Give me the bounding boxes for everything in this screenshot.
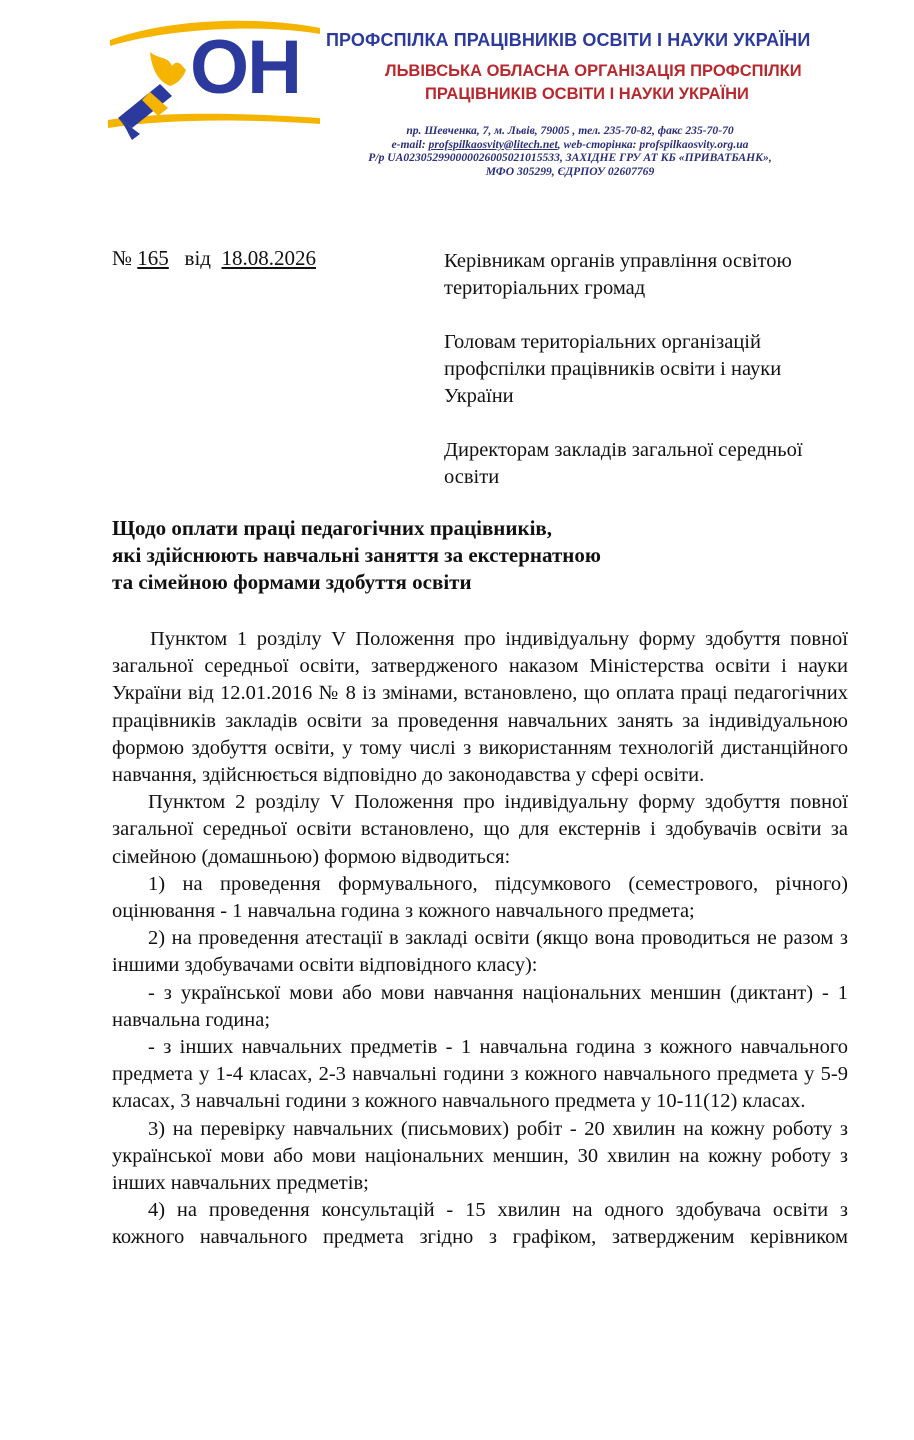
date-prefix: від — [184, 246, 211, 270]
codes-line: МФО 305299, ЄДРПОУ 02607769 — [485, 164, 655, 178]
recipients-block — [444, 248, 844, 518]
paragraph: 3) на перевірку навчальних (письмових) робіт - 20 хвилин на кожну роботу з української мови або мови національних меншин, 30 хвилин на кожну роботу з інших навчальних предметів; — [112, 1117, 848, 1195]
paragraph: 2) на проведення атестації в закладі освіти (якщо вона проводиться не разом з іншими здобувачами освіти відповідного класу): — [112, 927, 848, 977]
org-name-line1: ПРОФСПІЛКА ПРАЦІВНИКІВ ОСВІТИ І НАУКИ УКРАЇНИ — [326, 30, 811, 50]
contact-block — [340, 124, 800, 178]
subject-line: які здійснюють навчальні заняття за екстернатною — [112, 543, 601, 567]
paragraph: - з інших навчальних предметів - 1 навчальна година з кожного навчального предмета у 1-4 класах, 2-3 навчальні години з кожного навчального предмета у 5-9 класах, 3 навчальні години з кожного навчального предмета у 10-11(12) класах. — [112, 1036, 848, 1113]
letterhead — [0, 0, 914, 190]
date-value: 18.08.2026 — [221, 246, 316, 270]
bank-line: Р/р UA023052990000026005021015533, ЗАХІДНЕ ГРУ АТ КБ «ПРИВАТБАНК», — [368, 151, 772, 164]
number-prefix: № — [112, 246, 133, 270]
paragraph: Пунктом 2 розділу V Положення про індивідуальну форму здобуття повної загальної середньої освіти встановлено, що для екстернів і здобувачів освіти за сімейною (домашньою) формою відводиться: — [112, 791, 848, 868]
subject-line: та сімейною формами здобуття освіти — [112, 570, 472, 594]
paragraph: Пунктом 1 розділу V Положення про індивідуальну форму здобуття повної загальної середньої освіти, затвердженого наказом Міністерства освіти і науки України від 12.01.2016 № 8 із змінами, встановлено, що оплата праці педагогічних працівників закладів освіти за проведення навчальних занять за індивідуальною формою здобуття освіти, у тому числі з використанням технологій дистанційного навчання, здійснюється відповідно до законодавства у сфері освіти. — [112, 628, 848, 787]
org-name-line2: ЛЬВІВСЬКА ОБЛАСНА ОРГАНІЗАЦІЯ ПРОФСПІЛКИ — [385, 62, 802, 80]
address-line: пр. Шевченка, 7, м. Львів, 79005 , тел. 235-70-82, факс 235-70-70 — [406, 124, 734, 137]
recipient-item: Головам територіальних організацій профспілки працівників освіти і науки України — [444, 331, 782, 407]
letter-body — [112, 626, 848, 1252]
email-link[interactable]: profspilkaosvity@litech.net — [428, 137, 558, 151]
recipient-item: Директорам закладів загальної середньої освіти — [444, 439, 803, 488]
email-label: e-mail: — [391, 137, 426, 151]
paragraph: - з української мови або мови навчання національних меншин (диктант) - 1 навчальна година; — [112, 981, 848, 1031]
subject-heading — [112, 515, 672, 596]
org-name-line3: ПРАЦІВНИКІВ ОСВІТИ І НАУКИ УКРАЇНИ — [425, 85, 749, 103]
logo-text: ОН — [190, 25, 300, 110]
recipient-item: Керівникам органів управління освітою територіальних громад — [444, 250, 792, 299]
document-number — [112, 246, 316, 271]
paragraph: 1) на проведення формувального, підсумкового (семестрового, річного) оцінювання - 1 навчальна година з кожного навчального предмета; — [112, 872, 848, 923]
paragraph: 4) на проведення консультацій - 15 хвилин на одного здобувача освіти з кожного навчального предмета згідно з графіком, затвердженим керівником — [112, 1199, 848, 1249]
web-text: , web-сторінка: profspilkaosvity.org.ua — [557, 137, 749, 151]
email-line — [340, 138, 800, 152]
subject-line: Щодо оплати праці педагогічних працівників, — [112, 516, 553, 540]
number-value: 165 — [137, 246, 169, 270]
